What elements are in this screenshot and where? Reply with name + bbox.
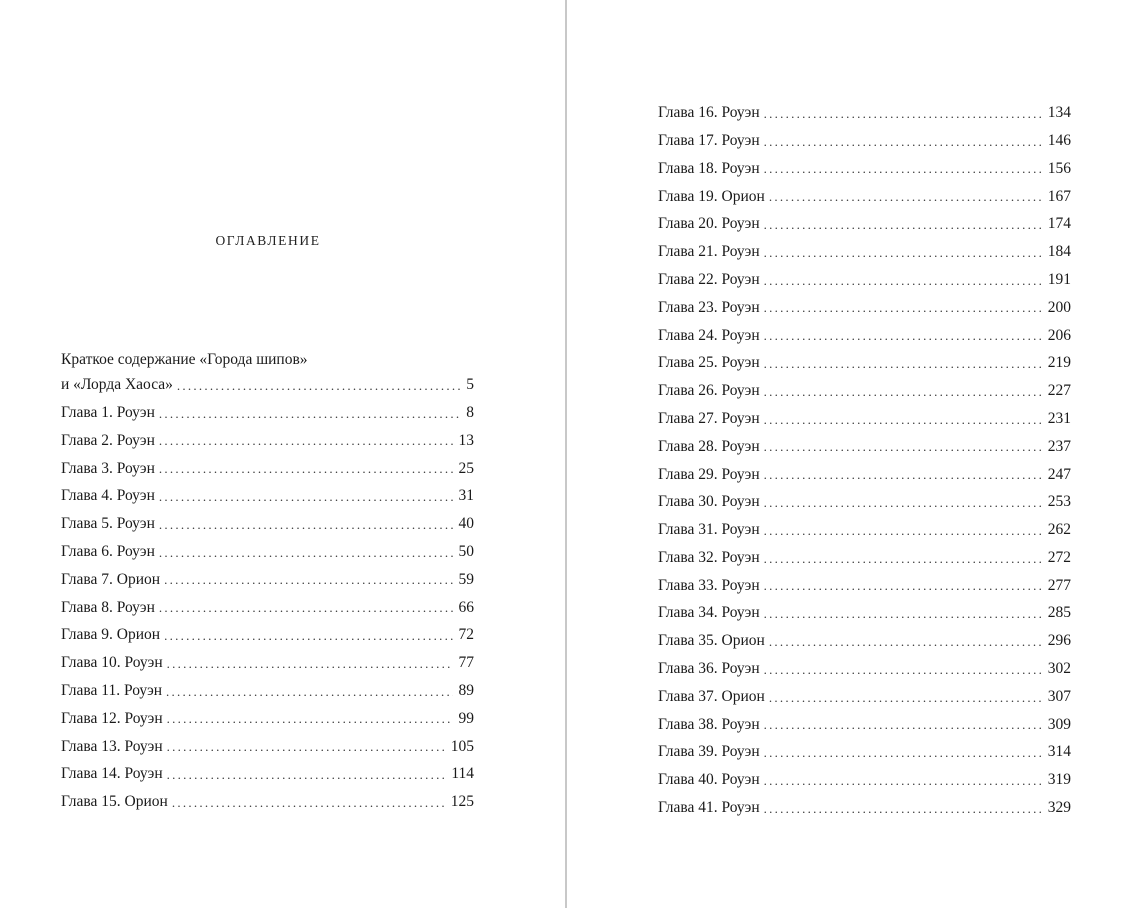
toc-page-number: 206 <box>1047 326 1071 344</box>
toc-page-number: 134 <box>1047 104 1071 122</box>
toc-entry-title: Глава 36. Роуэн <box>658 660 760 678</box>
dot-leader <box>167 655 453 671</box>
toc-entry-title: Глава 18. Роуэн <box>658 159 760 177</box>
toc-entry[interactable] <box>658 377 1071 405</box>
toc-entry[interactable] <box>658 711 1071 739</box>
toc-entry[interactable] <box>658 321 1071 349</box>
dot-leader <box>159 599 453 615</box>
toc-page-number: 50 <box>458 542 474 560</box>
toc-page-number: 285 <box>1047 604 1071 622</box>
dot-leader <box>764 355 1042 371</box>
dot-leader <box>164 571 452 587</box>
toc-page-number: 167 <box>1047 187 1071 205</box>
toc-entry-title: Глава 20. Роуэн <box>658 215 760 233</box>
toc-entry-title: Глава 14. Роуэн <box>61 765 163 783</box>
toc-entry[interactable] <box>658 238 1071 266</box>
dot-leader <box>764 133 1042 149</box>
dot-leader <box>764 411 1042 427</box>
dot-leader <box>764 327 1042 343</box>
toc-entry-title: Глава 38. Роуэн <box>658 715 760 733</box>
toc-page-number: 25 <box>458 459 474 477</box>
toc-entry-title: Глава 4. Роуэн <box>61 487 155 505</box>
toc-entry[interactable] <box>61 649 474 677</box>
toc-entry[interactable] <box>658 627 1071 655</box>
toc-page-number: 66 <box>458 598 474 616</box>
toc-entry-title: Глава 8. Роуэн <box>61 598 155 616</box>
toc-entry[interactable] <box>658 572 1071 600</box>
toc-entry[interactable] <box>61 593 474 621</box>
toc-page-number: 114 <box>451 765 474 783</box>
dot-leader <box>164 627 452 643</box>
dot-leader <box>159 432 453 448</box>
toc-entry-title: Глава 40. Роуэн <box>658 771 760 789</box>
toc-entry[interactable] <box>61 566 474 594</box>
toc-entry-title: Глава 39. Роуэн <box>658 743 760 761</box>
toc-page-number: 40 <box>458 515 474 533</box>
toc-entry[interactable] <box>658 405 1071 433</box>
right-page <box>567 0 1130 908</box>
dot-leader <box>159 516 453 532</box>
toc-page-number: 156 <box>1047 159 1071 177</box>
toc-page-number: 125 <box>450 793 474 811</box>
toc-page-number: 319 <box>1047 771 1071 789</box>
dot-leader <box>177 377 460 393</box>
toc-entry-title: Глава 27. Роуэн <box>658 409 760 427</box>
dot-leader <box>769 188 1042 204</box>
toc-entry-title: Глава 15. Орион <box>61 793 168 811</box>
toc-entry[interactable] <box>658 544 1071 572</box>
dot-leader <box>764 494 1042 510</box>
toc-entry[interactable] <box>658 210 1071 238</box>
toc-entry-title: Глава 31. Роуэн <box>658 521 760 539</box>
toc-page-number: 5 <box>466 376 474 394</box>
toc-page-number: 314 <box>1047 743 1071 761</box>
dot-leader <box>764 466 1042 482</box>
toc-entry-title: Глава 33. Роуэн <box>658 576 760 594</box>
toc-entry[interactable] <box>658 460 1071 488</box>
toc-page-number: 200 <box>1047 298 1071 316</box>
toc-summary-title-line1: Краткое содержание «Города шипов» <box>61 351 308 369</box>
toc-entry[interactable] <box>61 760 474 788</box>
toc-entry-title: Глава 13. Роуэн <box>61 737 163 755</box>
toc-entry[interactable] <box>61 427 474 455</box>
toc-entry[interactable] <box>61 621 474 649</box>
dot-leader <box>159 488 453 504</box>
toc-page-number: 219 <box>1047 354 1071 372</box>
dot-leader <box>159 460 453 476</box>
dot-leader <box>764 800 1042 816</box>
toc-entry-title: Глава 28. Роуэн <box>658 437 760 455</box>
toc-entry[interactable] <box>658 155 1071 183</box>
toc-entry-title: Глава 26. Роуэн <box>658 382 760 400</box>
toc-entry[interactable] <box>61 732 474 760</box>
toc-entry[interactable] <box>658 182 1071 210</box>
toc-entry[interactable] <box>61 538 474 566</box>
toc-entry[interactable] <box>658 516 1071 544</box>
toc-page-number: 146 <box>1047 131 1071 149</box>
dot-leader <box>764 105 1042 121</box>
toc-page-number: 247 <box>1047 465 1071 483</box>
dot-leader <box>764 244 1042 260</box>
toc-page-number: 302 <box>1047 660 1071 678</box>
toc-entry-title: Глава 24. Роуэн <box>658 326 760 344</box>
toc-entry-title: Глава 29. Роуэн <box>658 465 760 483</box>
toc-entry-title: Глава 34. Роуэн <box>658 604 760 622</box>
toc-page-number: 59 <box>458 570 474 588</box>
toc-entry[interactable] <box>658 99 1071 127</box>
toc-entry-title: Глава 9. Орион <box>61 626 161 644</box>
toc-entry-title: Глава 22. Роуэн <box>658 270 760 288</box>
toc-entry-title: Глава 11. Роуэн <box>61 681 163 699</box>
toc-entry[interactable] <box>658 266 1071 294</box>
toc-page-number: 227 <box>1047 382 1071 400</box>
toc-page-number: 191 <box>1047 270 1071 288</box>
dot-leader <box>764 605 1042 621</box>
toc-entry[interactable] <box>658 655 1071 683</box>
dot-leader <box>167 710 453 726</box>
toc-entry[interactable] <box>61 510 474 538</box>
dot-leader <box>764 272 1042 288</box>
toc-page-number: 99 <box>458 709 474 727</box>
toc-entry-title: Глава 10. Роуэн <box>61 654 163 672</box>
toc-summary-title-line2: и «Лорда Хаоса» <box>61 376 173 394</box>
toc-page-number: 253 <box>1047 493 1071 511</box>
toc-page-number: 262 <box>1047 521 1071 539</box>
toc-entry-title: Глава 32. Роуэн <box>658 548 760 566</box>
toc-page-number: 277 <box>1047 576 1071 594</box>
toc-entry-title: Глава 19. Орион <box>658 187 765 205</box>
toc-entry-title: Глава 1. Роуэн <box>61 403 155 421</box>
dot-leader <box>172 794 445 810</box>
toc-page-number: 307 <box>1047 687 1071 705</box>
dot-leader <box>764 522 1042 538</box>
toc-entry-title: Глава 21. Роуэн <box>658 243 760 261</box>
toc-entry[interactable] <box>61 677 474 705</box>
toc-list-left <box>61 349 474 816</box>
toc-summary-line1[interactable] <box>61 349 474 371</box>
toc-entry[interactable] <box>658 766 1071 794</box>
toc-entry-title: Глава 35. Орион <box>658 632 765 650</box>
toc-page-number: 8 <box>466 403 474 421</box>
toc-entry[interactable] <box>658 127 1071 155</box>
toc-entry[interactable] <box>658 683 1071 711</box>
toc-entry[interactable] <box>658 349 1071 377</box>
dot-leader <box>769 689 1042 705</box>
toc-entry-title: Глава 5. Роуэн <box>61 515 155 533</box>
toc-entry-title: Глава 17. Роуэн <box>658 131 760 149</box>
toc-entry[interactable] <box>658 294 1071 322</box>
toc-entry[interactable] <box>61 399 474 427</box>
toc-entry-title: Глава 3. Роуэн <box>61 459 155 477</box>
toc-entry-title: Глава 6. Роуэн <box>61 542 155 560</box>
toc-page-number: 105 <box>450 737 474 755</box>
toc-entry[interactable] <box>61 482 474 510</box>
toc-entry-title: Глава 37. Орион <box>658 687 765 705</box>
toc-entry-title: Глава 2. Роуэн <box>61 431 155 449</box>
toc-page-number: 72 <box>458 626 474 644</box>
toc-entry[interactable] <box>61 705 474 733</box>
toc-heading: ОГЛАВЛЕНИЕ <box>215 233 321 248</box>
toc-page-number: 77 <box>458 654 474 672</box>
toc-page-number: 89 <box>458 681 474 699</box>
dot-leader <box>159 405 460 421</box>
toc-entry-title: Глава 23. Роуэн <box>658 298 760 316</box>
toc-page-number: 13 <box>458 431 474 449</box>
toc-entry[interactable] <box>61 454 474 482</box>
dot-leader <box>764 772 1042 788</box>
dot-leader <box>764 661 1042 677</box>
toc-page-number: 231 <box>1047 409 1071 427</box>
toc-page-number: 174 <box>1047 215 1071 233</box>
toc-page-number: 296 <box>1047 632 1071 650</box>
toc-page-number: 309 <box>1047 715 1071 733</box>
dot-leader <box>764 577 1042 593</box>
dot-leader <box>769 633 1042 649</box>
toc-entry-title: Глава 30. Роуэн <box>658 493 760 511</box>
toc-entry[interactable] <box>658 738 1071 766</box>
toc-entry[interactable] <box>658 433 1071 461</box>
toc-entry-title: Глава 25. Роуэн <box>658 354 760 372</box>
toc-entry-title: Глава 12. Роуэн <box>61 709 163 727</box>
toc-page-number: 31 <box>458 487 474 505</box>
dot-leader <box>764 716 1042 732</box>
dot-leader <box>764 744 1042 760</box>
toc-page-number: 329 <box>1047 799 1071 817</box>
toc-entry-title: Глава 7. Орион <box>61 570 161 588</box>
toc-entry-title: Глава 41. Роуэн <box>658 799 760 817</box>
dot-leader <box>764 216 1042 232</box>
toc-entry[interactable] <box>61 788 474 816</box>
toc-entry[interactable] <box>658 488 1071 516</box>
dot-leader <box>166 683 452 699</box>
toc-page-number: 237 <box>1047 437 1071 455</box>
dot-leader <box>764 550 1042 566</box>
dot-leader <box>764 160 1042 176</box>
toc-page-number: 272 <box>1047 548 1071 566</box>
toc-list-right <box>658 99 1071 822</box>
toc-entry[interactable] <box>658 794 1071 822</box>
toc-summary-line2[interactable] <box>61 371 474 399</box>
dot-leader <box>764 438 1042 454</box>
toc-entry-title: Глава 16. Роуэн <box>658 104 760 122</box>
toc-page-number: 184 <box>1047 243 1071 261</box>
dot-leader <box>167 738 445 754</box>
dot-leader <box>167 766 446 782</box>
toc-entry[interactable] <box>658 599 1071 627</box>
dot-leader <box>764 299 1042 315</box>
dot-leader <box>764 383 1042 399</box>
dot-leader <box>159 544 453 560</box>
